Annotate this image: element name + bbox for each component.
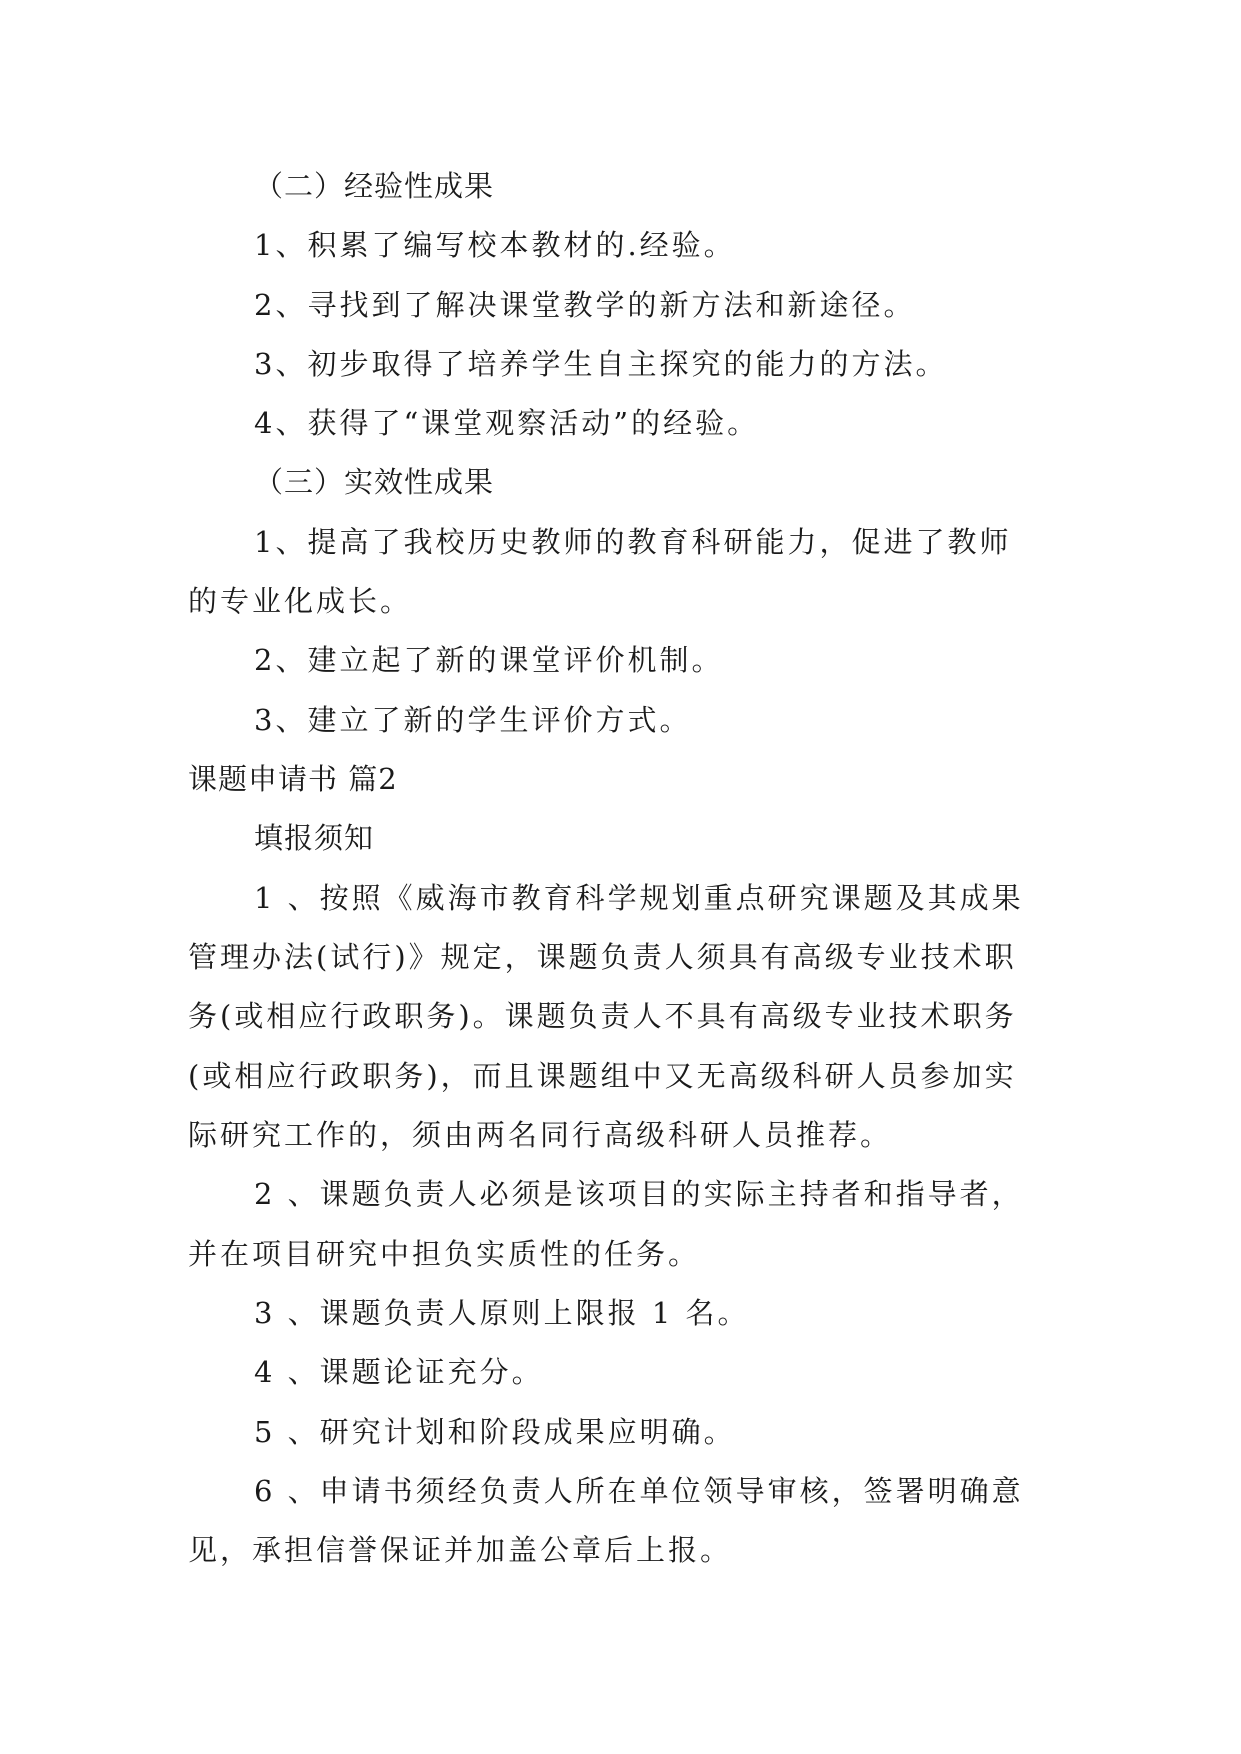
list-item: 1、积累了编写校本教材的.经验。	[254, 228, 736, 262]
notice-heading: 填报须知	[254, 821, 375, 855]
paragraph-line: 见，承担信誉保证并加盖公章后上报。	[188, 1533, 733, 1567]
paragraph-line: 1 、按照《威海市教育科学规划重点研究课题及其成果	[254, 881, 1024, 915]
section-heading-experience: （二）经验性成果	[254, 169, 495, 203]
section-heading-effectiveness: （三）实效性成果	[254, 465, 495, 499]
list-item-continuation: 的专业化成长。	[188, 584, 413, 618]
list-item: 3、建立了新的学生评价方式。	[254, 703, 692, 737]
list-item: 2、寻找到了解决课堂教学的新方法和新途径。	[254, 288, 916, 322]
list-item: 4、获得了“课堂观察活动”的经验。	[254, 406, 760, 440]
part-title: 课题申请书 篇2	[188, 762, 398, 796]
paragraph-line: 3 、课题负责人原则上限报 1 名。	[254, 1296, 750, 1330]
paragraph-line: 务(或相应行政职务)。课题负责人不具有高级专业技术职务	[188, 999, 1017, 1033]
paragraph-line: 并在项目研究中担负实质性的任务。	[188, 1237, 701, 1271]
list-item: 3、初步取得了培养学生自主探究的能力的方法。	[254, 347, 948, 381]
paragraph-line: 5 、研究计划和阶段成果应明确。	[254, 1415, 736, 1449]
paragraph-line: 2 、课题负责人必须是该项目的实际主持者和指导者，	[254, 1177, 1024, 1211]
paragraph-line: 际研究工作的，须由两名同行高级科研人员推荐。	[188, 1118, 893, 1152]
paragraph-line: (或相应行政职务)，而且课题组中又无高级科研人员参加实	[188, 1059, 1017, 1093]
paragraph-line: 管理办法(试行)》规定，课题负责人须具有高级专业技术职	[188, 940, 1017, 974]
paragraph-line: 4 、课题论证充分。	[254, 1355, 544, 1389]
list-item: 1、提高了我校历史教师的教育科研能力，促进了教师	[254, 525, 1012, 559]
list-item: 2、建立起了新的课堂评价机制。	[254, 643, 724, 677]
paragraph-line: 6 、申请书须经负责人所在单位领导审核，签署明确意	[254, 1474, 1024, 1508]
